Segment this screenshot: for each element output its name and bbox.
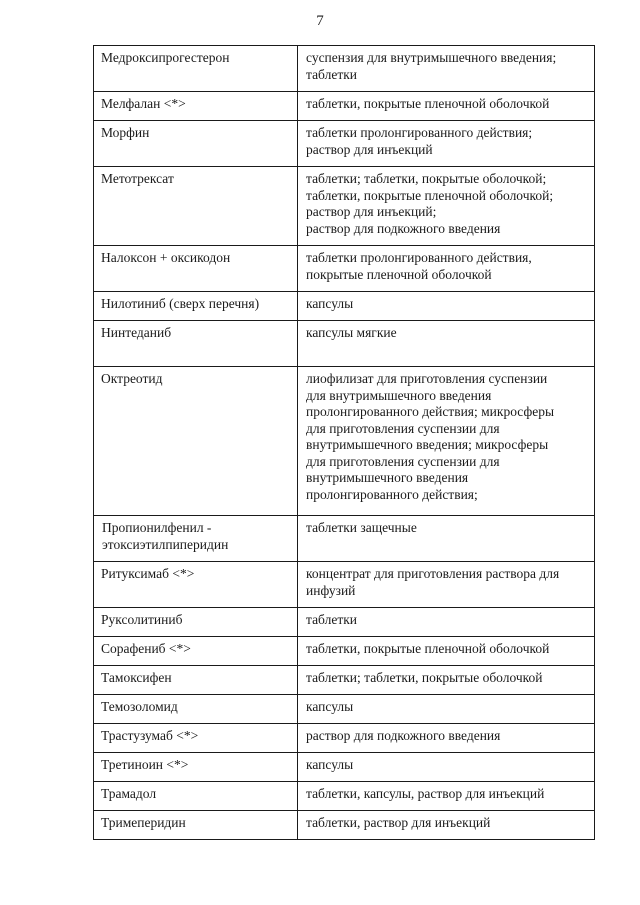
dosage-form: таблетки, капсулы, раствор для инъекций (298, 782, 595, 811)
table-row (94, 321, 595, 367)
dosage-form: капсулы (298, 753, 595, 782)
dosage-form: капсулы (298, 292, 595, 321)
table-row (94, 724, 595, 753)
drug-name: Трастузумаб <*> (94, 724, 298, 753)
table-row (94, 246, 595, 292)
drug-name: Пропионилфенил - этоксиэтилпиперидин (94, 516, 298, 562)
dosage-form: таблетки; таблетки, покрытые оболочкой (298, 666, 595, 695)
drug-name: Нилотиниб (сверх перечня) (94, 292, 298, 321)
dosage-form: таблетки защечные (298, 516, 595, 562)
drug-name: Метотрексат (94, 167, 298, 246)
drug-name: Трамадол (94, 782, 298, 811)
page-number: 7 (316, 13, 324, 29)
drug-name: Нинтеданиб (94, 321, 298, 367)
table-row (94, 367, 595, 516)
table-row (94, 92, 595, 121)
dosage-form: лиофилизат для приготовления суспензии для внутримышечного введения пролонгированного действия; микросферы для приготовления суспензии для внутримышечного введения; микросферы для приготовления суспензии для внутримышечного введения пролонгированного действия; (298, 367, 595, 516)
drug-name: Третиноин <*> (94, 753, 298, 782)
table-row (94, 121, 595, 167)
drug-name: Руксолитиниб (94, 608, 298, 637)
table-row (94, 695, 595, 724)
dosage-form: раствор для подкожного введения (298, 724, 595, 753)
table-row (94, 562, 595, 608)
dosage-form: капсулы (298, 695, 595, 724)
dosage-form: таблетки; таблетки, покрытые оболочкой; таблетки, покрытые пленочной оболочкой; раствор для инъекций; раствор для подкожного введения (298, 167, 595, 246)
drug-name: Темозоломид (94, 695, 298, 724)
drug-name: Мелфалан <*> (94, 92, 298, 121)
dosage-form: таблетки (298, 608, 595, 637)
table-row (94, 637, 595, 666)
table-row (94, 811, 595, 840)
dosage-form: концентрат для приготовления раствора для инфузий (298, 562, 595, 608)
table-row (94, 666, 595, 695)
drug-name: Морфин (94, 121, 298, 167)
table-row (94, 46, 595, 92)
drug-name: Октреотид (94, 367, 298, 516)
table-row (94, 516, 595, 562)
drug-name: Налоксон + оксикодон (94, 246, 298, 292)
dosage-form: таблетки пролонгированного действия; раствор для инъекций (298, 121, 595, 167)
table-row (94, 753, 595, 782)
dosage-form: таблетки, покрытые пленочной оболочкой (298, 92, 595, 121)
drug-name: Тамоксифен (94, 666, 298, 695)
drug-name: Ритуксимаб <*> (94, 562, 298, 608)
drug-name: Тримеперидин (94, 811, 298, 840)
drug-name: Сорафениб <*> (94, 637, 298, 666)
table-row (94, 608, 595, 637)
table-row (94, 292, 595, 321)
drug-table (93, 45, 595, 840)
dosage-form: капсулы мягкие (298, 321, 595, 367)
dosage-form: таблетки пролонгированного действия, покрытые пленочной оболочкой (298, 246, 595, 292)
dosage-form: таблетки, раствор для инъекций (298, 811, 595, 840)
dosage-form: таблетки, покрытые пленочной оболочкой (298, 637, 595, 666)
dosage-form: суспензия для внутримышечного введения; таблетки (298, 46, 595, 92)
table-row (94, 782, 595, 811)
drug-name: Медроксипрогестерон (94, 46, 298, 92)
table-row (94, 167, 595, 246)
